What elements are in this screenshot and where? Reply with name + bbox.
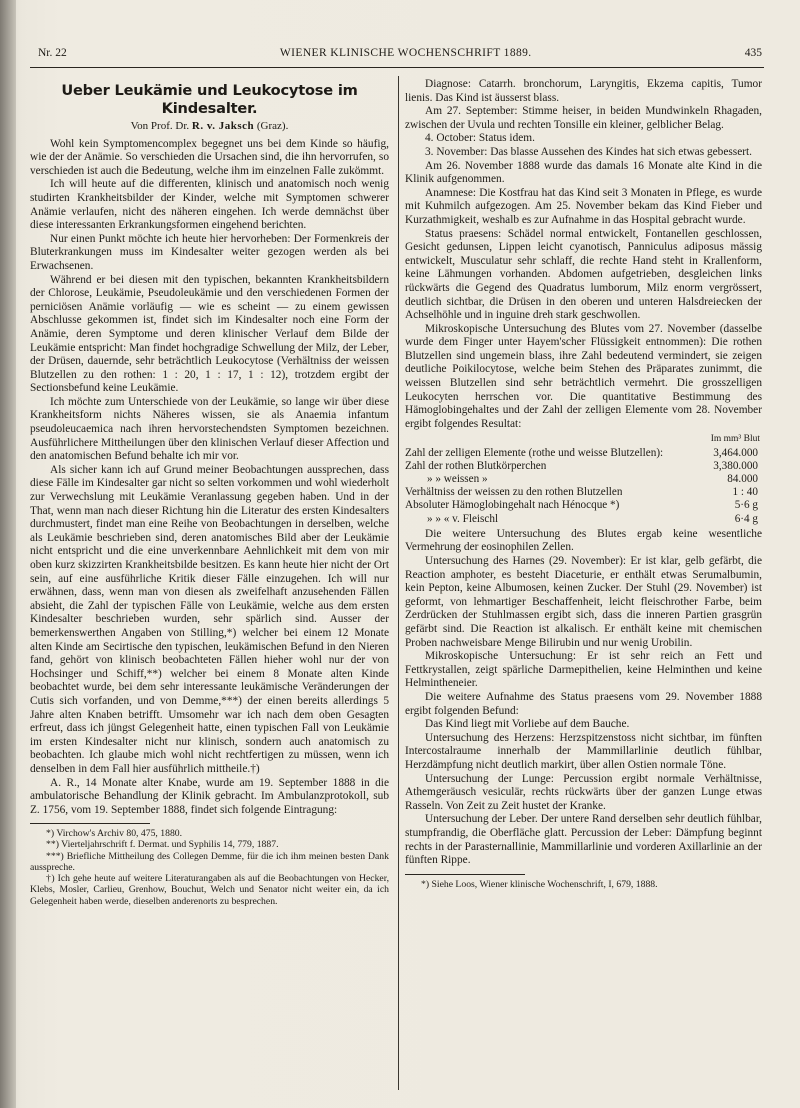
- right-column: [405, 78, 762, 890]
- paragraph: Die weitere Aufnahme des Status praesens vom 29. November 1888 ergibt folgenden Befund:: [405, 690, 762, 717]
- article-title: Ueber Leukämie und Leukocytose im Kindesalter.: [61, 82, 358, 117]
- row-label: Absoluter Hämoglobingehalt nach Hénocque *): [405, 499, 620, 512]
- paragraph: Nur einen Punkt möchte ich heute hier hervorheben: Der Formenkreis der Bluterkrankungen muss im Kindesalter weiter gezogen werden als bei Erwachsenen.: [30, 232, 389, 272]
- author-name: R. v. Jaksch: [191, 120, 255, 132]
- table-row: [405, 499, 762, 512]
- row-value: 5·6 g: [734, 499, 758, 512]
- journal-title: WIENER KLINISCHE WOCHENSCHRIFT 1889.: [279, 47, 532, 59]
- footnote: **) Vierteljahrschrift f. Dermat. und Syphilis 14, 779, 1887.: [46, 839, 279, 851]
- paragraph: Am 27. September: Stimme heiser, in beiden Mundwinkeln Rhagaden, zwischen der Uvula und rechten Tonsille ein kleiner, gelblicher Belag.: [405, 105, 762, 131]
- paragraph: Mikroskopische Untersuchung des Blutes vom 27. November (dasselbe wurde dem Finger unter Hayem'scher Flüssigkeit entnommen): Die rothen Blutzellen sind ungemein blass, ihre Zahl bedeutend vermindert, sie zeigen deutliche Poikilocytose, welche beim Stehen des Präparates zunimmt, die weissen Blutzellen sind sehr beträchtlich vermehrt. Die grosszelligen Leukocyten herrschen vor. Die quantitative Bestimmung des Hämoglobingehaltes und der Zahl der zelligen Elemente vom 28. November ergibt folgendes Resultat:: [405, 322, 762, 430]
- byline-prefix: Von Prof. Dr.: [130, 120, 190, 132]
- table-row: [405, 513, 762, 526]
- paragraph: Untersuchung des Herzens: Herzspitzenstoss nicht sichtbar, im fünften Intercostalraume innerhalb der Mammillarlinie deutlich fühlbar, Herzdämpfung nicht deutlich markirt, über allen Ostien normale Töne.: [405, 731, 762, 771]
- paragraph: Untersuchung des Harnes (29. November): Er ist klar, gelb gefärbt, die Reaction amphoter, es besteht Diaceturie, er enthält etwas Serumalbumin, kein Pepton, keine Albumosen, keinen Zucker. Der Stuhl (29. November) ist geformt, von lehmartiger Beschaffenheit, leicht fleischrother Farbe, beim Zerdrücken der Stuhlmassen ergibt sich, dass die inneren Partien grasgrün gefärbt sind. Die Reaction ist alkalisch. Er enthält keine mit chemischen Proben nachweisbare Menge Bilirubin und nur wenig Urobilin.: [405, 555, 762, 649]
- row-value: 6·4 g: [734, 512, 758, 525]
- footnote: ***) Briefliche Mittheilung des Collegen Demme, für die ich ihm meinen besten Dank ausspreche.: [30, 850, 389, 873]
- page-binding-shadow: [0, 0, 16, 1108]
- footnote: *) Virchow's Archiv 80, 475, 1880.: [46, 828, 183, 840]
- row-label: Zahl der zelligen Elemente (rothe und weisse Blutzellen):: [405, 446, 664, 459]
- row-label: Verhältniss der weissen zu den rothen Blutzellen: [405, 486, 623, 499]
- paragraph: Untersuchung der Lunge: Percussion ergibt normale Verhältnisse, Athemgeräusch vesiculär, rechts rückwärts über der ganzen Lunge etwas Rasseln. Von Zeit zu Zeit hustet der Kranke.: [405, 772, 762, 812]
- table-unit-header: Im mm³ Blut: [710, 434, 760, 445]
- paragraph: Untersuchung der Leber. Der untere Rand derselben sehr deutlich fühlbar, stumpfrandig, die Oberfläche glatt. Percussion der Leber: Dämpfung beginnt rechts in der Parasternallinie, Mammillarlinie und vorderen Axillarlinie an der fünften Rippe.: [405, 813, 762, 867]
- paragraph: Als sicher kann ich auf Grund meiner Beobachtungen aussprechen, dass diese Fälle im Kindesalter gar nicht so selten vorkommen und wohl wiederholt zur Verwechslung mit Leukämie Veranlassung gegeben haben. Und in der That, wenn man nach dieser Richtung hin die Literatur des ersten Kindesalters durchmustert, findet man eine Reihe von Beobachtungen in derselben, welche als Leukämie beschrieben sind, deren anatomisches Bild aber der Leukämie nicht entspricht und die eine unverkennbare Aehnlichkeit mit dem von mir oben kurz skizzirten Krankheitsbilde besitzen. Es kann heute hier nicht der Ort sein, auf eine ausführliche Kritik dieser Fälle einzugehen. Ich will nur erwähnen, dass, wenn man von diesen als zweifelhaft anzusehenden Fällen absieht, die Zahl der typischen Fälle von Leukämie, welche aus dem ersten Kindesalter beschrieben wurden, sehr spärlich sind. Ausser der bemerkenswerthen Angaben von Stilling,*) welcher bei einem 12 Monate alten Kinde am Secirtische den typischen, leukämischen Befund in den Nieren fand, gehört von klinisch beobachteten Fällen hieher wohl nur der von Hochsinger und Schiff,**) welcher bei einem 8 Monate alten Kinde beobachtet wurde, bei dem sehr interessante leukämische Veränderungen der Cutis sich vorfanden, und von Demme,***) der einen bereits allerdings 5 Jahre alten Knaben betrifft. Umsomehr war ich nach dem oben Gesagten erfreut, dass ich jüngst Gelegenheit hatte, einen typischen Fall von Leukämie im ersten Kindesalter nicht nur klinisch, sondern auch anatomisch zu beobachten. Ich glaube mich wohl nicht rechtfertigen zu müssen, wenn ich denselben in dem Fall hier ausführlich mittheile.†): [30, 463, 389, 775]
- paragraph: Das Kind liegt mit Vorliebe auf dem Bauche.: [425, 718, 630, 731]
- paragraph: Diagnose: Catarrh. bronchorum, Laryngitis, Ekzema capitis, Tumor lienis. Das Kind ist äusserst blass.: [405, 78, 762, 104]
- row-label: » » « v. Fleischl: [427, 512, 499, 525]
- paragraph: Mikroskopische Untersuchung: Er ist sehr reich an Fett und Fettkrystallen, zeigt spärliche Darmepithelien, keine Helminthen und keine Helmintheneier.: [405, 650, 762, 690]
- row-value: 1 : 40: [732, 486, 758, 499]
- blood-count-table: [405, 433, 762, 525]
- row-label: » » weissen »: [427, 473, 488, 486]
- table-row: [405, 473, 762, 486]
- issue-number: Nr. 22: [38, 47, 67, 59]
- row-value: 3,464.000: [713, 446, 758, 459]
- footnotes: [30, 828, 389, 906]
- footnote-rule: [30, 823, 150, 824]
- paragraph: 3. November: Das blasse Aussehen des Kindes hat sich etwas gebessert.: [425, 145, 753, 158]
- paragraph: A. R., 14 Monate alter Knabe, wurde am 19. September 1888 in die ambulatorische Behandlung der Klinik gebracht. Im Ambulanzprotokoll, sub Z. 1756, vom 19. September 1888, findet sich folgende Eintragung:: [30, 776, 389, 816]
- paragraph: Am 26. November 1888 wurde das damals 16 Monate alte Kind in die Klinik aufgenommen.: [405, 159, 762, 186]
- row-label: Zahl der rothen Blutkörperchen: [405, 459, 547, 472]
- paragraph: 4. October: Status idem.: [425, 132, 535, 145]
- footnote-rule: [405, 874, 525, 875]
- footnote: *) Siehe Loos, Wiener klinische Wochenschrift, I, 679, 1888.: [421, 878, 658, 890]
- paragraph: Ich will heute auf die differenten, klinisch und anatomisch noch wenig studirten Krankheitsbilder der Kinder, welche mit Symptomen schwerer Anämie verlaufen, nicht des näheren eingehen. Ich werde demnächst über diese interessanten Erkrankungsformen eingehend berichten.: [30, 178, 389, 232]
- running-header: [38, 47, 762, 65]
- paragraph: Ich möchte zum Unterschiede von der Leukämie, so lange wir über diese Krankheitsform nichts Näheres wissen, sie als Anaemia infantum pseudoleucaemica nach ihren hervorstechendsten Symptomen bezeichnen. Ausführlichere Mittheilungen über den klinischen Verlauf dieser Affection und den anatomischen Befund behalte ich mir vor.: [30, 395, 389, 463]
- paragraph: Während er bei diesen mit den typischen, bekannten Krankheitsbildern der Chlorose, Leukämie, Pseudoleukämie und den verschiedenen Formen der perniciösen Anämie vorläufig — wie es scheint — zu einem gewissen Abschlusse gekommen ist, findet sich im Kindesalter noch eine Form der Anämie, deren Symptome und deren klinischer Verlauf dem Bilde der Leukämie entspricht: Man findet hochgradige Schwellung der Milz, der Leber, der Drüsen, dauernde, sehr beträchtlich Leukocytose (Verhältniss der weissen Blutzellen zu den rothen: 1 : 20, 1 : 17, 1 : 12), trotzdem ergibt der Sectionsbefund keine Leukämie.: [30, 273, 389, 395]
- table-row: [405, 447, 762, 460]
- paragraph: Anamnese: Die Kostfrau hat das Kind seit 3 Monaten in Pflege, es wurde mit Kuhmilch aufgezogen. Am 25. November bekam das Kind Fieber und Kurzathmigkeit, weshalb es zur Aufnahme in das Hospital gebracht wurde.: [405, 186, 762, 226]
- page-number: 435: [744, 47, 762, 59]
- table-row: [405, 486, 762, 499]
- table-row: [405, 460, 762, 473]
- article-byline: [30, 120, 389, 134]
- footnotes: [405, 879, 762, 890]
- row-value: 84.000: [727, 473, 758, 486]
- paragraph: Die weitere Untersuchung des Blutes ergab keine wesentliche Vermehrung der eosinophilen Zellen.: [405, 527, 762, 554]
- header-rule: [30, 67, 764, 68]
- column-divider: [398, 76, 399, 1090]
- row-value: 3,380.000: [713, 459, 758, 472]
- byline-suffix: (Graz).: [256, 120, 289, 132]
- paragraph: Wohl kein Symptomencomplex begegnet uns bei dem Kinde so häufig, wie der der Anämie. So verschieden die Ursachen sind, die ihn hervorrufen, so verschieden ist auch die Bedeutung, welche ihm im einzelnen Falle zukömmt.: [30, 137, 389, 177]
- paragraph: Status praesens: Schädel normal entwickelt, Fontanellen geschlossen, Gesicht gedunsen, Lippen leicht cyanotisch, Panniculus adiposus mässig entwickelt, Musculatur sehr schlaff, die rechte Hand steht in Krallenform, keine Lähmungen vorhanden. Abdomen aufgetrieben, desgleichen links rückwärts die Gegend des Quadratus lumborum, Milz enorm vergrössert, deutlich sichtbar, die Drüsen in den oberen und unteren Halsdreiecken der Achselhöhle und in inguine dreh stark geschwollen.: [405, 227, 762, 322]
- footnote: †) Ich gehe heute auf weitere Literaturangaben als auf die Beobachtungen von Hecker, Klebs, Mosler, Carlieu, Grenhow, Bouchut, Welch und Senator nicht weiter ein, da ich Gelegenheit haben werde, dieselben anderenorts zu besprechen.: [30, 873, 389, 907]
- left-column: [30, 78, 389, 907]
